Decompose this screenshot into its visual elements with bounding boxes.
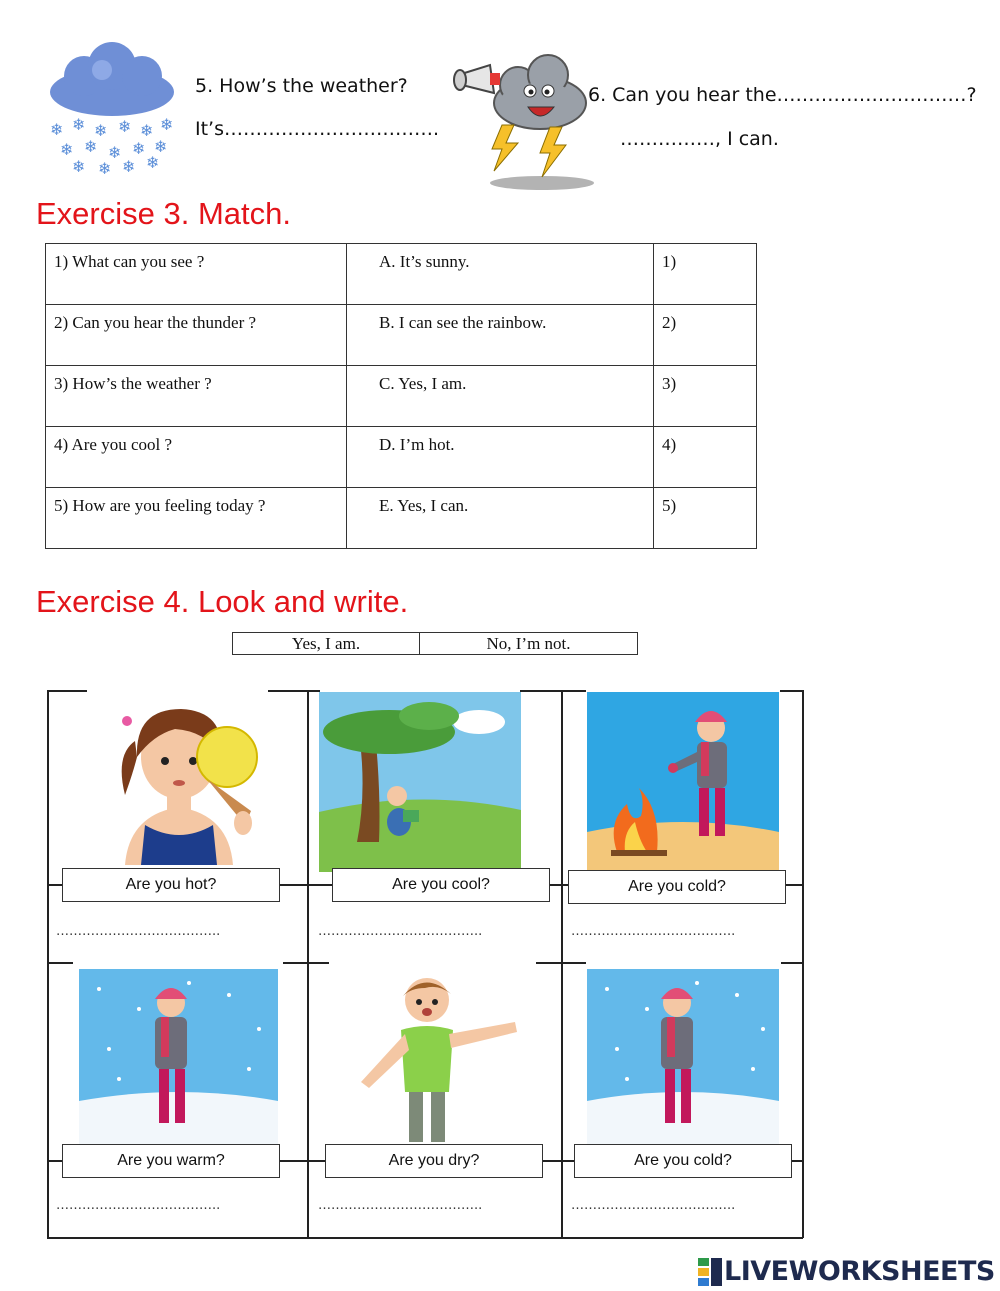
answer-input-cell[interactable]: 5) xyxy=(654,488,757,549)
grid-divider xyxy=(47,962,73,964)
grid-border xyxy=(268,690,320,692)
svg-text:❄: ❄ xyxy=(122,157,136,176)
snow-cloud-icon xyxy=(42,40,182,180)
svg-text:❄: ❄ xyxy=(146,153,160,172)
answer-option-cell: B. I can see the rainbow. xyxy=(347,305,654,366)
grid-divider xyxy=(307,690,309,1238)
answer-input-cell[interactable]: 4) xyxy=(654,427,757,488)
table-row xyxy=(46,244,757,305)
svg-text:❄: ❄ xyxy=(72,115,86,134)
svg-text:❄: ❄ xyxy=(50,120,64,139)
svg-text:❄: ❄ xyxy=(108,143,122,162)
grid-border xyxy=(47,690,87,692)
answer-option-cell: D. I’m hot. xyxy=(347,427,654,488)
answer-6-blank[interactable]: ……………, I can. xyxy=(620,128,779,150)
exercise-3-heading: Exercise 3. Match. xyxy=(36,196,291,231)
answer-blank[interactable]: ……………………………….. xyxy=(571,1198,736,1213)
exercise-4-heading: Exercise 4. Look and write. xyxy=(36,584,409,619)
grid-border xyxy=(520,690,586,692)
answer-input-cell[interactable]: 1) xyxy=(654,244,757,305)
liveworksheets-logo-icon xyxy=(698,1258,722,1286)
answer-blank[interactable]: ……………………………….. xyxy=(56,1198,221,1213)
grid-divider xyxy=(561,690,563,1238)
match-table xyxy=(45,243,757,549)
question-cell: 4) Are you cool ? xyxy=(46,427,347,488)
svg-text:❄: ❄ xyxy=(160,115,174,134)
question-6: 6. Can you hear the…………………………? xyxy=(588,84,977,106)
grid-border xyxy=(780,690,803,692)
grid-border xyxy=(802,690,804,1238)
cell-question-box: Are you dry? xyxy=(325,1144,543,1178)
cool-tree-illustration xyxy=(319,692,521,872)
answer-option-cell: E. Yes, I can. xyxy=(347,488,654,549)
answer-bank-option: Yes, I am. xyxy=(233,633,420,654)
cold-fire-illustration xyxy=(587,692,779,872)
svg-text:❄: ❄ xyxy=(118,117,132,136)
wet-boy-illustration xyxy=(355,970,525,1142)
svg-text:❄: ❄ xyxy=(132,139,146,158)
question-cell: 5) How are you feeling today ? xyxy=(46,488,347,549)
svg-text:❄: ❄ xyxy=(154,137,168,156)
grid-border xyxy=(47,690,49,1238)
liveworksheets-logo[interactable] xyxy=(698,1256,995,1287)
answer-option-cell: C. Yes, I am. xyxy=(347,366,654,427)
answer-input-cell[interactable]: 3) xyxy=(654,366,757,427)
question-cell: 3) How’s the weather ? xyxy=(46,366,347,427)
answer-bank xyxy=(232,632,638,655)
cell-question-box: Are you hot? xyxy=(62,868,280,902)
hot-girl-illustration xyxy=(95,695,265,865)
snow-girl-illustration xyxy=(587,969,779,1145)
question-cell: 2) Can you hear the thunder ? xyxy=(46,305,347,366)
table-row xyxy=(46,305,757,366)
answer-blank[interactable]: ……………………………….. xyxy=(56,924,221,939)
thunder-cloud-icon xyxy=(450,45,595,193)
question-cell: 1) What can you see ? xyxy=(46,244,347,305)
answer-blank[interactable]: ……………………………….. xyxy=(571,924,736,939)
answer-option-cell: A. It’s sunny. xyxy=(347,244,654,305)
brand-name: LIVEWORKSHEETS xyxy=(724,1256,995,1287)
svg-text:❄: ❄ xyxy=(60,140,74,159)
cell-question-box: Are you warm? xyxy=(62,1144,280,1178)
grid-border xyxy=(47,1237,803,1239)
table-row xyxy=(46,366,757,427)
answer-blank[interactable]: ……………………………….. xyxy=(318,924,483,939)
answer-blank[interactable]: ……………………………….. xyxy=(318,1198,483,1213)
cell-question-box: Are you cool? xyxy=(332,868,550,902)
cell-question-box: Are you cold? xyxy=(574,1144,792,1178)
svg-text:❄: ❄ xyxy=(84,137,98,156)
svg-text:❄: ❄ xyxy=(98,159,112,178)
answer-5-blank[interactable]: It’s……………………………. xyxy=(195,118,440,140)
question-5: 5. How’s the weather? xyxy=(195,75,408,97)
table-row xyxy=(46,427,757,488)
svg-text:❄: ❄ xyxy=(140,121,154,140)
table-row xyxy=(46,488,757,549)
grid-divider xyxy=(536,962,586,964)
grid-divider xyxy=(781,962,803,964)
cell-question-box: Are you cold? xyxy=(568,870,786,904)
svg-text:❄: ❄ xyxy=(72,157,86,176)
answer-bank-option: No, I’m not. xyxy=(486,633,571,653)
answer-input-cell[interactable]: 2) xyxy=(654,305,757,366)
snow-girl-illustration xyxy=(79,969,278,1145)
grid-divider xyxy=(283,962,329,964)
svg-text:❄: ❄ xyxy=(94,121,108,140)
